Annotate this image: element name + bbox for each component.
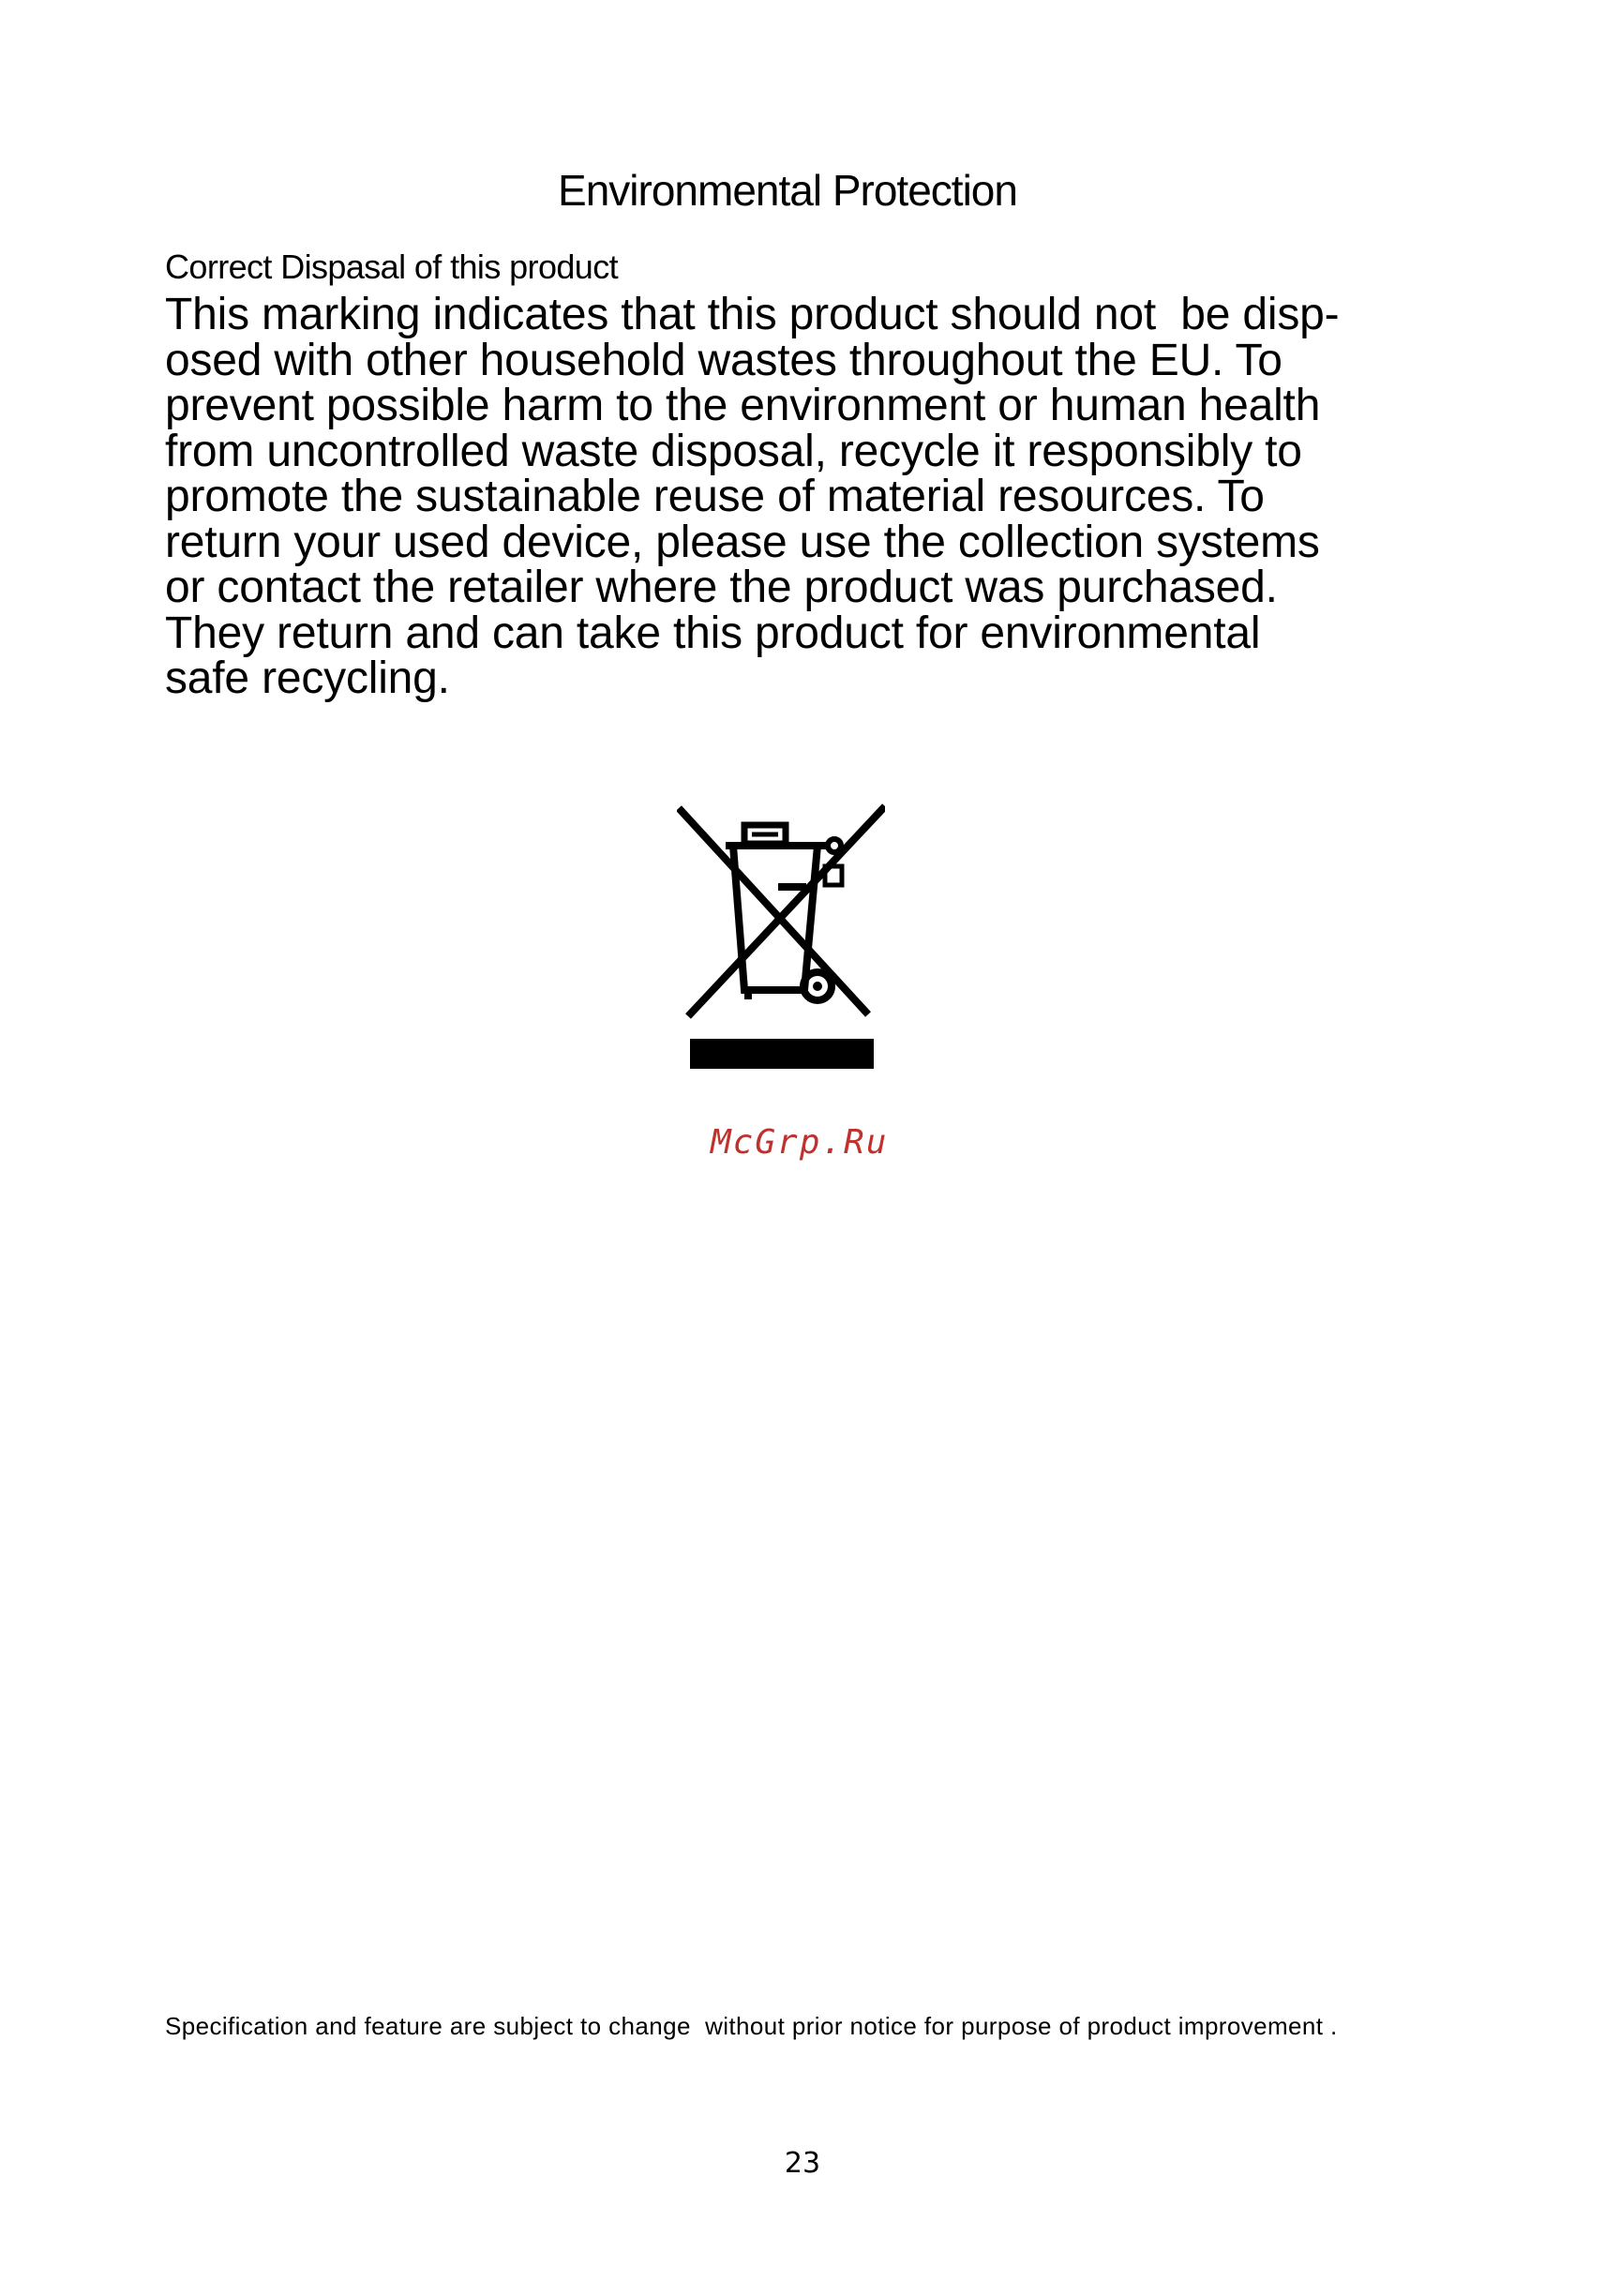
specification-notice: Specification and feature are subject to change without prior notice for purpose of product improvement .: [165, 2012, 1338, 2040]
section-subtitle: Correct Dispasal of this product: [165, 248, 619, 286]
paragraph-line: from uncontrolled waste disposal, recycle it responsibly to: [165, 426, 1302, 476]
paragraph-line: promote the sustainable reuse of material resources. To: [165, 472, 1265, 521]
paragraph-line: This marking indicates that this product should not be disp-: [165, 290, 1340, 339]
paragraph-line: safe recycling.: [165, 653, 450, 703]
paragraph-line: osed with other household wastes throughout the EU. To: [165, 335, 1282, 385]
paragraph-line: return your used device, please use the collection systems: [165, 517, 1320, 567]
crossed-out-wheelie-bin-icon: [677, 803, 885, 1071]
page-number: 23: [784, 2147, 821, 2180]
paragraph-line: They return and can take this product for environmental: [165, 608, 1261, 658]
paragraph-line: prevent possible harm to the environment or human health: [165, 381, 1321, 430]
paragraph-line: or contact the retailer where the product was purchased.: [165, 563, 1278, 612]
page-title: Environmental Protection: [558, 166, 1017, 215]
watermark-text: McGrp.Ru: [711, 1123, 889, 1162]
disposal-paragraph: [165, 290, 1402, 703]
